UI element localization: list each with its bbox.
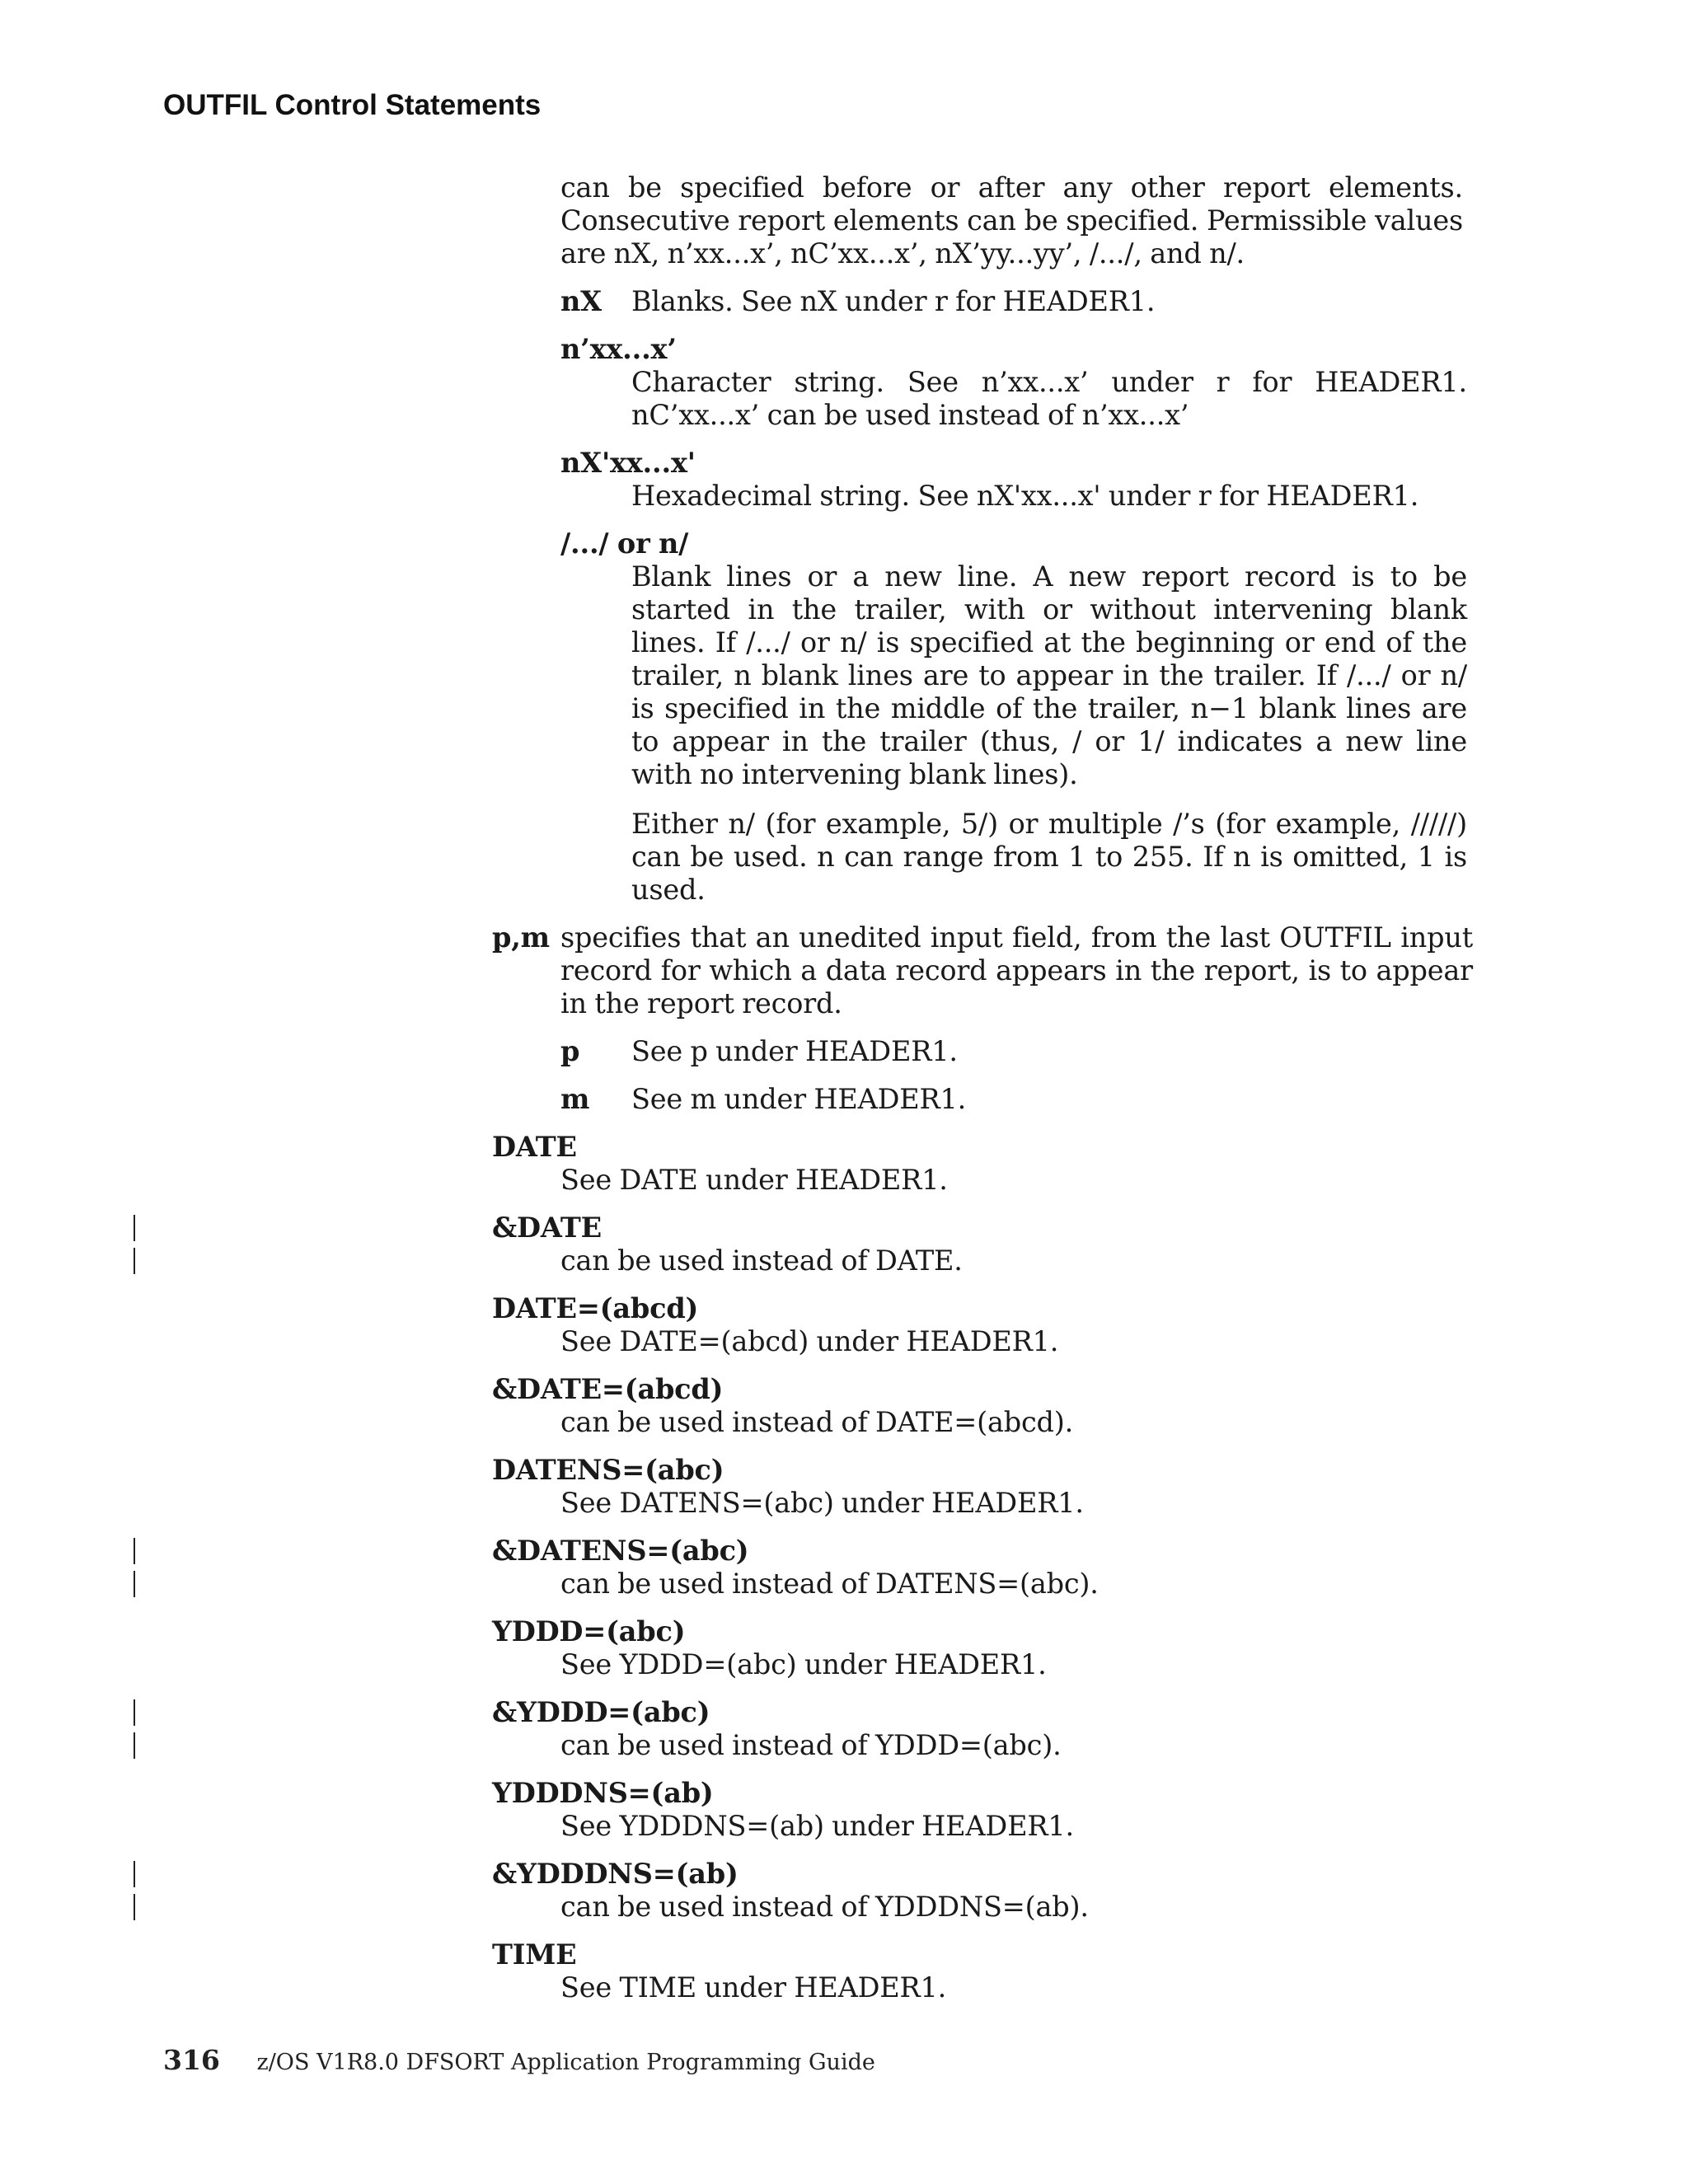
definition-item-amp-date bbox=[492, 1212, 1473, 1277]
definition-term: /.../ or n/ bbox=[560, 527, 689, 560]
definition-desc: can be used instead of DATE=(abcd). bbox=[560, 1406, 1074, 1438]
definition-desc: can be used instead of DATENS=(abc). bbox=[560, 1568, 1099, 1600]
definition-term: DATE bbox=[492, 1131, 577, 1163]
definition-item-amp-ydddns bbox=[492, 1858, 1473, 1924]
definition-desc: specifies that an unedited input field, from the last OUTFIL input record for which a data record appears in the report, is to appear in the report record. bbox=[560, 921, 1473, 1019]
definition-term: &YDDD=(abc) bbox=[492, 1696, 710, 1728]
definition-item-amp-datens bbox=[492, 1535, 1473, 1601]
definition-item-char-string bbox=[560, 333, 1467, 432]
definition-item-time bbox=[492, 1938, 1473, 2004]
definition-desc: See YDDDNS=(ab) under HEADER1. bbox=[560, 1810, 1074, 1842]
definition-item-p bbox=[560, 1035, 1467, 1068]
definition-term: &DATE=(abcd) bbox=[492, 1373, 724, 1405]
definition-term: n’xx...x’ bbox=[560, 333, 677, 365]
definition-item-date-abcd bbox=[492, 1292, 1473, 1358]
revision-bar bbox=[134, 1215, 135, 1241]
running-head-title: OUTFIL Control Statements bbox=[163, 89, 542, 121]
definition-desc: can be used instead of YDDDNS=(ab). bbox=[560, 1891, 1089, 1923]
definition-term: &DATE bbox=[492, 1212, 602, 1244]
revision-bar bbox=[134, 1248, 135, 1274]
revision-bar bbox=[134, 1571, 135, 1597]
definition-item-hex-string bbox=[560, 447, 1467, 513]
definition-item-amp-date-abcd bbox=[492, 1373, 1473, 1439]
page-footer bbox=[163, 2044, 875, 2076]
definition-term: DATENS=(abc) bbox=[492, 1454, 724, 1486]
definition-item-m bbox=[560, 1083, 1467, 1116]
revision-bar bbox=[134, 1538, 135, 1564]
definition-item-yddd bbox=[492, 1615, 1473, 1681]
page-body bbox=[0, 171, 1688, 2019]
definition-term: p bbox=[560, 1035, 580, 1067]
definition-item-pm bbox=[492, 921, 1473, 1020]
definition-item-amp-yddd bbox=[492, 1696, 1473, 1762]
definition-desc: See TIME under HEADER1. bbox=[560, 1971, 947, 2004]
book-title: z/OS V1R8.0 DFSORT Application Programming Guide bbox=[256, 2050, 875, 2075]
revision-bar bbox=[134, 1732, 135, 1759]
page-number: 316 bbox=[163, 2044, 220, 2076]
definition-desc: See DATE under HEADER1. bbox=[560, 1164, 948, 1196]
definition-term: &DATENS=(abc) bbox=[492, 1535, 749, 1567]
definition-term: &YDDDNS=(ab) bbox=[492, 1858, 738, 1890]
definition-item-ydddns bbox=[492, 1777, 1473, 1843]
revision-bar bbox=[134, 1894, 135, 1920]
definition-term: YDDDNS=(ab) bbox=[492, 1777, 714, 1809]
definition-desc: can be used instead of DATE. bbox=[560, 1244, 963, 1277]
definition-desc: Hexadecimal string. See nX'xx...x' under r for HEADER1. bbox=[631, 480, 1419, 512]
definition-item-nx bbox=[560, 285, 1467, 318]
definition-term: YDDD=(abc) bbox=[492, 1615, 686, 1647]
definition-term: TIME bbox=[492, 1938, 577, 1971]
definition-term: DATE=(abcd) bbox=[492, 1292, 699, 1324]
definition-term: m bbox=[560, 1083, 590, 1115]
definition-desc-continued: Either n/ (for example, 5/) or multiple /’s (for example, /////) can be used. n can range from 1 to 255. If n is omitted, 1 is used. bbox=[631, 808, 1467, 906]
definition-term: p,m bbox=[492, 921, 550, 954]
definition-desc: See DATE=(abcd) under HEADER1. bbox=[560, 1325, 1059, 1357]
definition-desc: See p under HEADER1. bbox=[631, 1035, 958, 1067]
revision-bar bbox=[134, 1861, 135, 1887]
definition-desc: See YDDD=(abc) under HEADER1. bbox=[560, 1648, 1047, 1680]
definition-desc: Blank lines or a new line. A new report record is to be started in the trailer, with or without intervening blank lines. If /.../ or n/ is specified at the beginning or end of the trailer, n blank lines are to appear in the trailer. If /.../ or n/ is specified in the middle of the trailer, n−1 blank lines are to appear in the trailer (thus, / or 1/ indicates a new line with no intervening blank lines). bbox=[631, 560, 1467, 790]
definition-item-blank-lines bbox=[560, 527, 1467, 907]
definition-item-datens bbox=[492, 1454, 1473, 1520]
revision-bar bbox=[134, 1699, 135, 1726]
definition-term: nX bbox=[560, 285, 602, 317]
definition-desc: Blanks. See nX under r for HEADER1. bbox=[631, 285, 1156, 317]
definition-term: nX'xx...x' bbox=[560, 447, 696, 479]
definition-desc: See m under HEADER1. bbox=[631, 1083, 967, 1115]
definition-item-date bbox=[492, 1131, 1473, 1197]
definition-desc: can be used instead of YDDD=(abc). bbox=[560, 1729, 1062, 1761]
definition-desc: See DATENS=(abc) under HEADER1. bbox=[560, 1487, 1084, 1519]
intro-paragraph: can be specified before or after any other report elements. Consecutive report elements can be specified. Permissible values are nX, n’xx...x’, nC’xx...x’, nX’yy...yy’, /.../, and n/. bbox=[560, 171, 1463, 269]
definition-desc: Character string. See n’xx...x’ under r for HEADER1. nC’xx...x’ can be used instead of n’xx...x’ bbox=[631, 366, 1467, 431]
